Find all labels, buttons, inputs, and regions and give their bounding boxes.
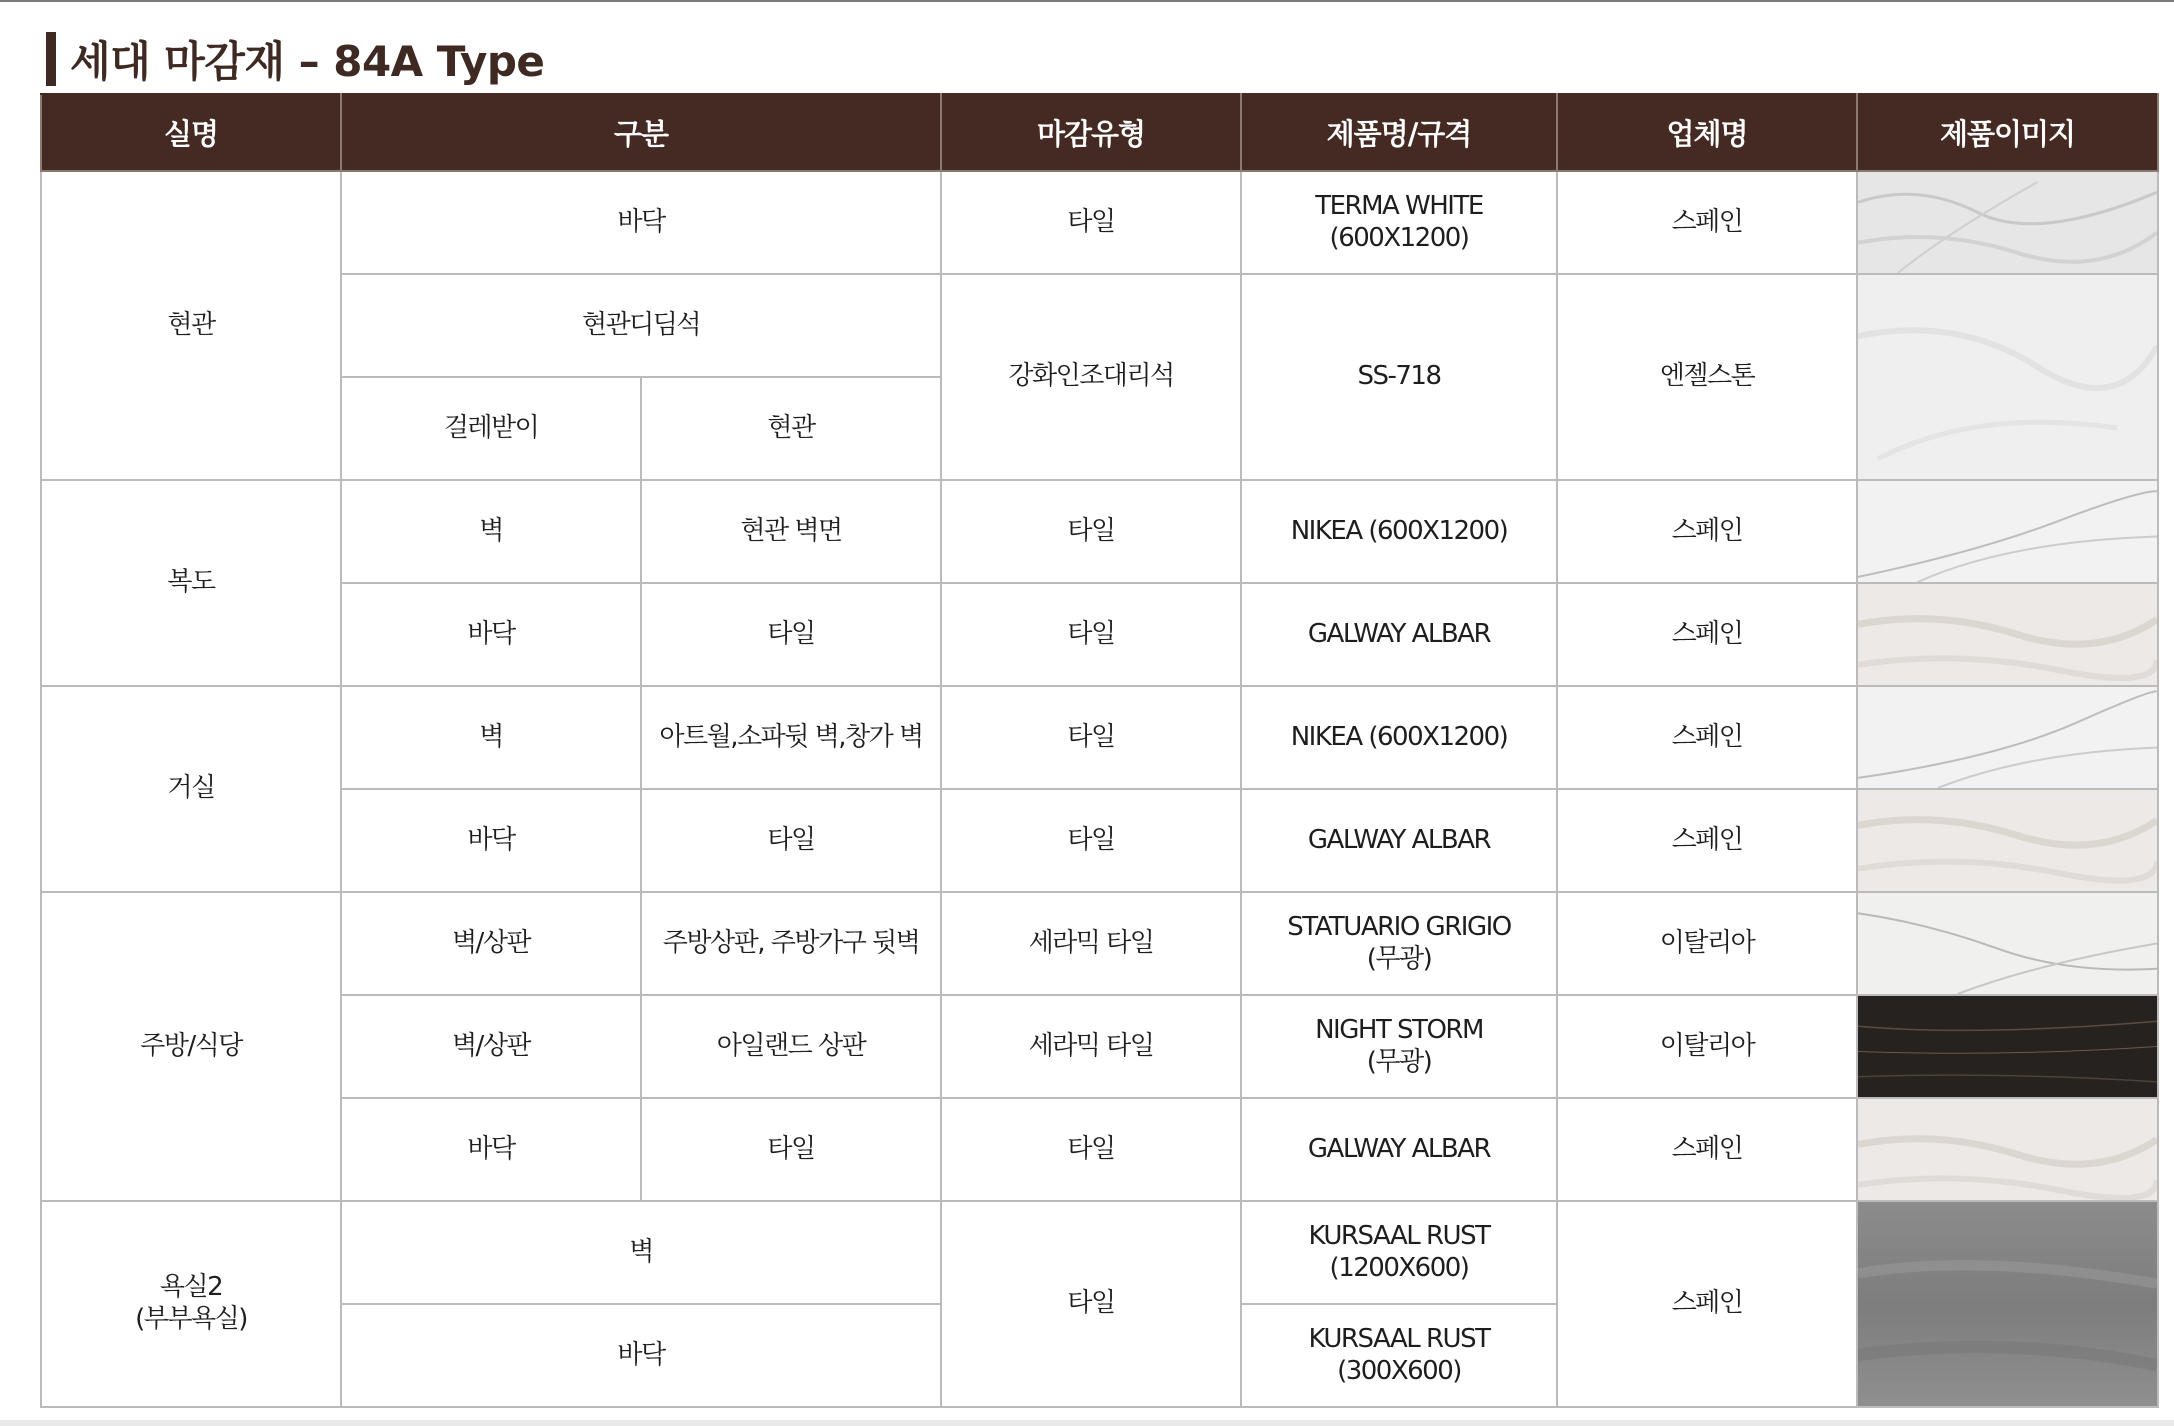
table-row (41, 1098, 2158, 1201)
title-accent-bar (46, 32, 56, 86)
finish-materials-table (40, 93, 2159, 1408)
area-cell: 현관디딤석 (341, 274, 941, 377)
room-cell: 주방/식당 (41, 892, 341, 1201)
page-title: 세대 마감재 – 84A Type (70, 37, 545, 86)
section-title (46, 30, 544, 88)
vendor-cell: 스페인 (1557, 1201, 1857, 1407)
finish-type-cell: 타일 (941, 1201, 1241, 1407)
area-cell: 바닥 (341, 583, 641, 686)
vendor-cell: 스페인 (1557, 789, 1857, 892)
finish-type-cell: 타일 (941, 480, 1241, 583)
product-cell: GALWAY ALBAR (1241, 789, 1557, 892)
table-row (41, 686, 2158, 789)
product-image-cell (1857, 1098, 2158, 1201)
grey-stone-swatch-image (1858, 1202, 2157, 1406)
table-row (41, 171, 2158, 274)
marble-swatch-image (1858, 481, 2157, 582)
table-row (41, 1201, 2158, 1304)
vendor-cell: 스페인 (1557, 480, 1857, 583)
product-image-cell (1857, 789, 2158, 892)
table-row (41, 583, 2158, 686)
detail-cell: 타일 (641, 789, 941, 892)
marble-swatch-image (1858, 687, 2157, 788)
room-cell: 욕실2 (부부욕실) (41, 1201, 341, 1407)
vendor-cell: 이탈리아 (1557, 892, 1857, 995)
area-cell: 벽 (341, 1201, 941, 1304)
product-cell: GALWAY ALBAR (1241, 583, 1557, 686)
bottom-strip (0, 1420, 2174, 1426)
speckled-swatch-image (1858, 584, 2157, 685)
marble-swatch-image (1858, 893, 2157, 994)
product-image-cell (1857, 583, 2158, 686)
finish-type-cell: 세라믹 타일 (941, 892, 1241, 995)
finish-type-cell: 타일 (941, 583, 1241, 686)
product-cell: NIGHT STORM (무광) (1241, 995, 1557, 1098)
finish-type-cell: 강화인조대리석 (941, 274, 1241, 480)
area-cell: 벽 (341, 686, 641, 789)
table-row (41, 789, 2158, 892)
detail-cell: 현관 벽면 (641, 480, 941, 583)
marble-swatch-image (1858, 172, 2157, 273)
top-rule (0, 0, 2174, 2)
header-product-spec: 제품명/규격 (1241, 94, 1557, 171)
area-cell: 벽/상판 (341, 995, 641, 1098)
area-cell: 바닥 (341, 1098, 641, 1201)
header-room: 실명 (41, 94, 341, 171)
detail-cell: 타일 (641, 583, 941, 686)
header-category: 구분 (341, 94, 941, 171)
vendor-cell: 스페인 (1557, 686, 1857, 789)
finish-type-cell: 타일 (941, 789, 1241, 892)
finish-type-cell: 세라믹 타일 (941, 995, 1241, 1098)
product-image-cell (1857, 1201, 2158, 1407)
detail-cell: 타일 (641, 1098, 941, 1201)
header-finish-type: 마감유형 (941, 94, 1241, 171)
area-cell: 벽/상판 (341, 892, 641, 995)
detail-cell: 현관 (641, 377, 941, 480)
product-image-cell (1857, 171, 2158, 274)
area-cell: 벽 (341, 480, 641, 583)
header-product-image: 제품이미지 (1857, 94, 2158, 171)
table-row (41, 480, 2158, 583)
product-image-cell (1857, 686, 2158, 789)
product-image-cell (1857, 995, 2158, 1098)
area-cell: 걸레받이 (341, 377, 641, 480)
room-cell: 거실 (41, 686, 341, 892)
product-cell: STATUARIO GRIGIO (무광) (1241, 892, 1557, 995)
product-cell: KURSAAL RUST (1200X600) (1241, 1201, 1557, 1304)
finish-type-cell: 타일 (941, 686, 1241, 789)
detail-cell: 아일랜드 상판 (641, 995, 941, 1098)
header-vendor: 업체명 (1557, 94, 1857, 171)
area-cell: 바닥 (341, 171, 941, 274)
vendor-cell: 스페인 (1557, 583, 1857, 686)
table-row (41, 274, 2158, 377)
product-cell: TERMA WHITE (600X1200) (1241, 171, 1557, 274)
product-image-cell (1857, 480, 2158, 583)
finish-type-cell: 타일 (941, 171, 1241, 274)
vendor-cell: 스페인 (1557, 171, 1857, 274)
table-row (41, 995, 2158, 1098)
room-cell: 현관 (41, 171, 341, 480)
stone-swatch-image (1858, 275, 2157, 479)
vendor-cell: 이탈리아 (1557, 995, 1857, 1098)
vendor-cell: 엔젤스톤 (1557, 274, 1857, 480)
detail-cell: 아트월,소파뒷 벽,창가 벽 (641, 686, 941, 789)
product-cell: KURSAAL RUST (300X600) (1241, 1304, 1557, 1407)
dark-stone-swatch-image (1858, 996, 2157, 1097)
product-cell: NIKEA (600X1200) (1241, 686, 1557, 789)
product-image-cell (1857, 892, 2158, 995)
speckled-swatch-image (1858, 790, 2157, 891)
speckled-swatch-image (1858, 1099, 2157, 1200)
product-cell: SS-718 (1241, 274, 1557, 480)
area-cell: 바닥 (341, 789, 641, 892)
room-cell: 복도 (41, 480, 341, 686)
product-cell: NIKEA (600X1200) (1241, 480, 1557, 583)
vendor-cell: 스페인 (1557, 1098, 1857, 1201)
product-image-cell (1857, 274, 2158, 480)
product-cell: GALWAY ALBAR (1241, 1098, 1557, 1201)
detail-cell: 주방상판, 주방가구 뒷벽 (641, 892, 941, 995)
table-header-row (41, 94, 2158, 171)
table-row (41, 892, 2158, 995)
finish-type-cell: 타일 (941, 1098, 1241, 1201)
area-cell: 바닥 (341, 1304, 941, 1407)
